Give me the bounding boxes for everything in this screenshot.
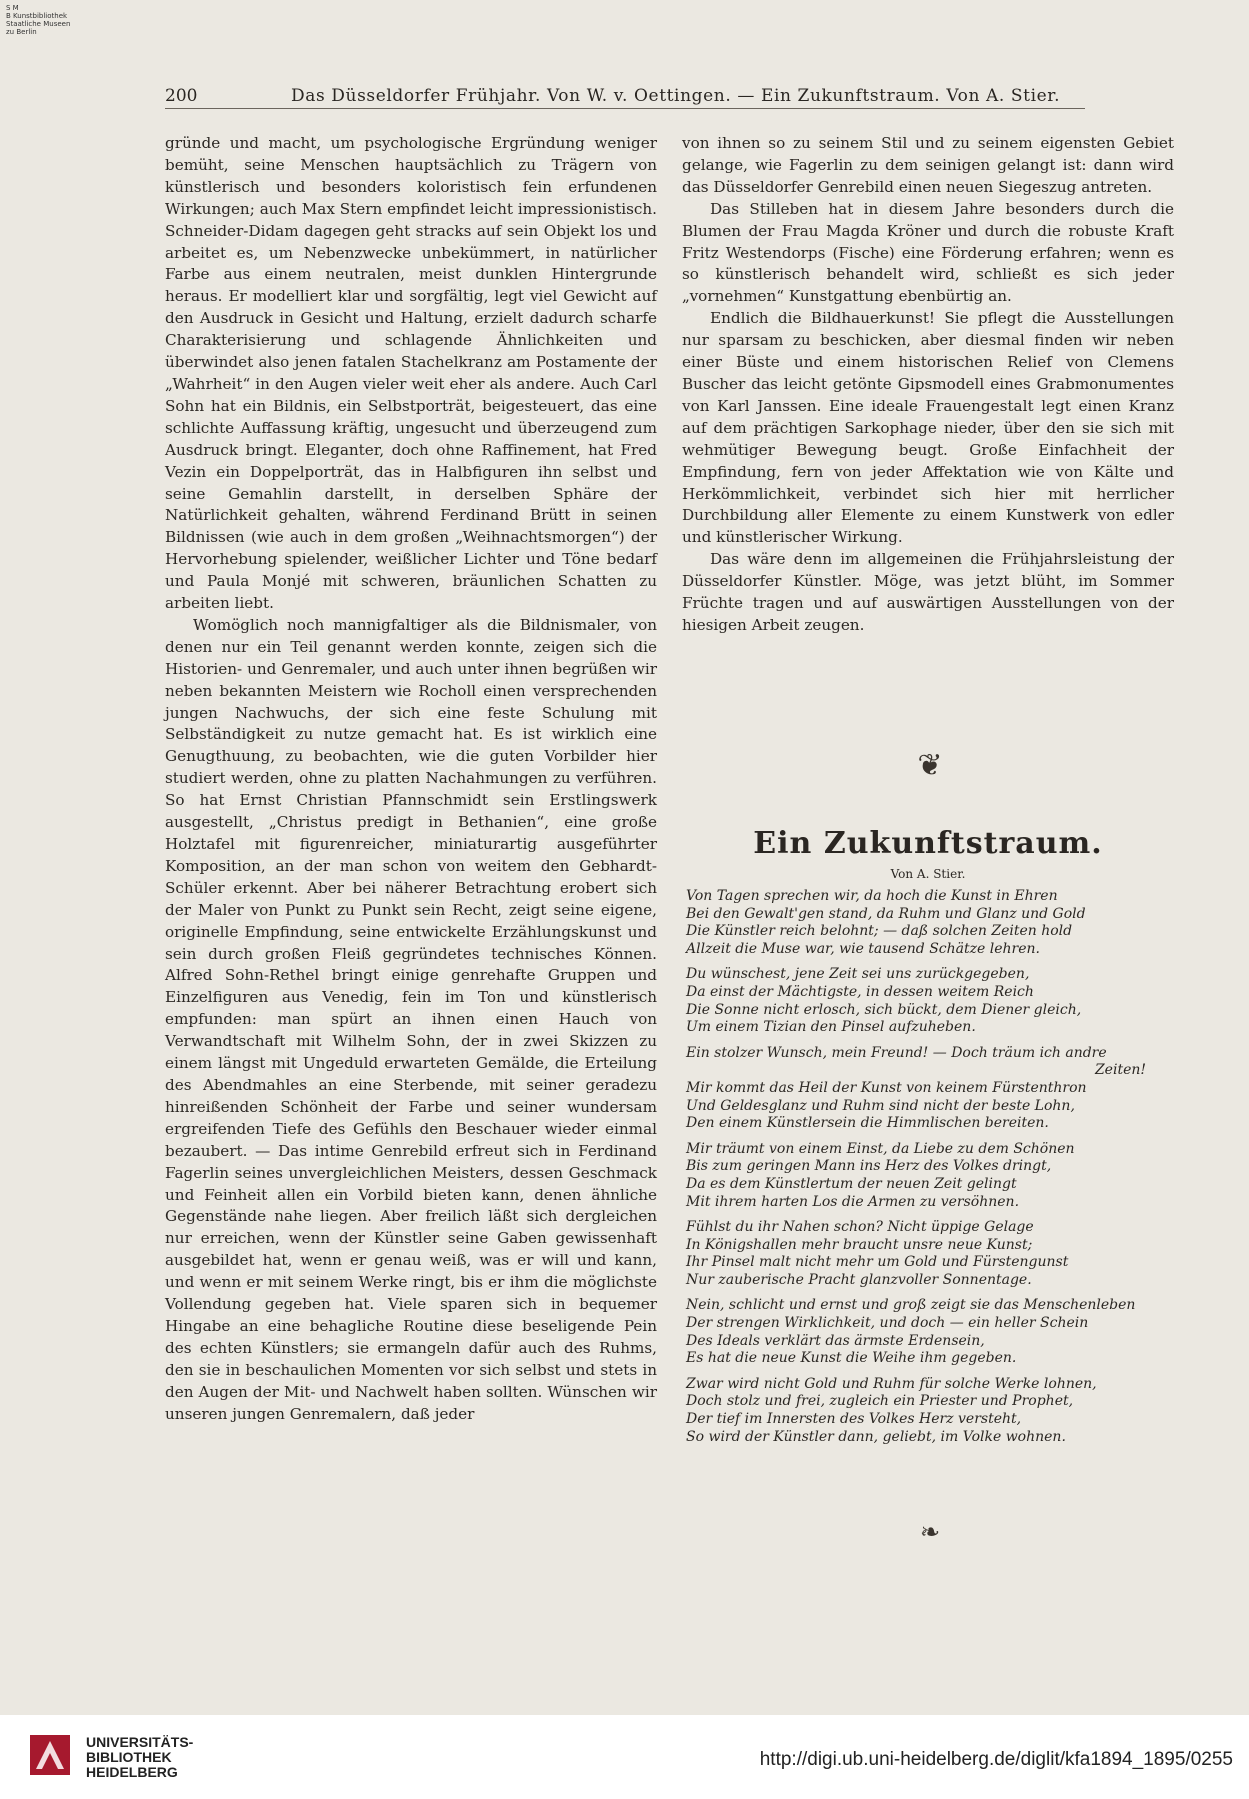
stanza	[686, 888, 1146, 958]
poem	[686, 888, 1146, 1454]
poem-line: Es hat die neue Kunst die Weihe ihm gegeben.	[686, 1350, 1017, 1367]
poem-line: Ein stolzer Wunsch, mein Freund! — Doch träum ich andre	[686, 1044, 1107, 1061]
poem-line: Nur zauberische Pracht glanzvoller Sonnentage.	[686, 1271, 1032, 1288]
paragraph: von ihnen so zu seinem Stil und zu seinem eigensten Gebiet gelange, wie Fagerlin zu dem seinigen gelangt ist: dann wird das Düsseldorfer Genrebild einen neuen Siegeszug antreten.	[682, 134, 1174, 196]
stanza	[686, 1219, 1146, 1289]
floral-ornament-icon: ❦	[917, 748, 943, 783]
poem-line: Die Künstler reich belohnt; — daß solchen Zeiten hold	[686, 923, 1073, 940]
page-number: 200	[165, 86, 198, 106]
poem-line: Bei den Gewalt'gen stand, da Ruhm und Glanz und Gold	[686, 905, 1086, 922]
poem-line: Allzeit die Muse war, wie tausend Schätze lehren.	[686, 940, 1040, 957]
poem-title: Ein Zukunftstraum.	[753, 826, 1103, 861]
poem-line: Der strengen Wirklichkeit, und doch — ein heller Schein	[686, 1315, 1089, 1332]
stanza	[686, 1297, 1146, 1367]
paragraph: gründe und macht, um psychologische Ergründung weniger bemüht, seine Menschen hauptsächlich zu Trägern von künstlerisch und besonders koloristisch fein erfundenen Wirkungen; auch Max Stern empfindet leicht impressionistisch. Schneider-Didam dagegen geht stracks auf sein Objekt los und arbeitet es, um Nebenzwecke unbekümmert, in natürlicher Farbe aus einem neutralen, meist dunklen Hintergrunde heraus. Er modelliert klar und sorgfältig, legt viel Gewicht auf den Ausdruck in Gesicht und Haltung, erzielt dadurch scharfe Charakterisierung und schlagende Ähnlichkeiten und überwindet also jenen fatalen Stachelkranz am Postamente der „Wahrheit“ in den Augen vieler weit eher als andere. Auch Carl Sohn hat ein Bildnis, ein Selbstporträt, beigesteuert, das eine schlichte Auffassung kräftig, ungesucht und überzeugend zum Ausdruck bringt. Eleganter, doch ohne Raffinement, hat Fred Vezin ein Doppelporträt, das in Halbfiguren ihn selbst und seine Gemahlin darstellt, in derselben Sphäre der Natürlichkeit gehalten, während Ferdinand Brütt in seinen Bildnissen (wie auch in dem großen „Weihnachtsmorgen“) der Hervorhebung spielender, weißlicher Lichter und Töne bedarf und Paula Monjé mit schweren, bräunlichen Schatten zu arbeiten liebt.	[165, 134, 657, 613]
poem-line: Bis zum geringen Mann ins Herz des Volkes dringt,	[686, 1158, 1052, 1175]
poem-line: Die Sonne nicht erlosch, sich bückt, dem Diener gleich,	[686, 1001, 1082, 1018]
poem-line: Nein, schlicht und ernst und groß zeigt sie das Menschenleben	[686, 1297, 1136, 1314]
poem-line: Der tief im Innersten des Volkes Herz versteht,	[686, 1411, 1022, 1428]
paragraph: Das wäre denn im allgemeinen die Frühjahrsleistung der Düsseldorfer Künstler. Möge, was jetzt blüht, im Sommer Früchte tragen und auf auswärtigen Ausstellungen von der hiesigen Arbeit zeugen.	[682, 550, 1174, 634]
permalink-url[interactable]: http://digi.ub.uni-heidelberg.de/diglit/kfa1894_1895/0255	[759, 1749, 1233, 1770]
right-column	[682, 133, 1174, 637]
poem-line: Von Tagen sprechen wir, da hoch die Kunst in Ehren	[686, 888, 1058, 904]
paragraph: Endlich die Bildhauerkunst! Sie pflegt die Ausstellungen nur sparsam zu beschicken, aber diesmal finden wir neben einer Büste und einem historischen Relief von Clemens Buscher das leicht getönte Gipsmodell eines Grabmonumentes von Karl Janssen. Eine ideale Frauengestalt legt einen Kranz auf dem prächtigen Sarkophage nieder, über den sie sich mit wehmütiger Bewegung beugt. Große Einfachheit der Empfindung, fern von jeder Affektation wie von Kälte und Herkömmlichkeit, verbindet sich hier mit herrlicher Durchbildung aller Elemente zu einem Kunstwerk von edler und künstlerischer Wirkung.	[682, 309, 1174, 547]
poem-line: Da es dem Künstlertum der neuen Zeit gelingt	[686, 1175, 1017, 1192]
university-seal-icon	[26, 1731, 74, 1779]
library-stamp: S M B Kunstbibliothek Staatliche Museen zu Berlin	[6, 4, 71, 36]
paragraph: Womöglich noch mannigfaltiger als die Bildnismaler, von denen nur ein Teil genannt werden konnte, zeigen sich die Historien- und Genremaler, und auch unter ihnen begrüßen wir neben bekannten Meistern wie Rocholl einen versprechenden jungen Nachwuchs, der sich eine feste Schulung mit Selbständigkeit zu nutze gemacht hat. Es ist wirklich eine Genugthuung, zu beobachten, wie die guten Vorbilder hier studiert werden, ohne zu platten Nachahmungen zu verführen. So hat Ernst Christian Pfannschmidt sein Erstlingswerk ausgestellt, „Christus predigt in Bethanien“, eine große Holztafel mit figurenreicher, miniaturartig ausgeführter Komposition, an der man schon von weitem den Gebhardt-Schüler erkennt. Aber bei näherer Betrachtung erobert sich der Maler von Punkt zu Punkt sein Recht, zeigt seine eigene, originelle Empfindung, seine entwickelte Erzählungskunst und sein durch großen Fleiß gegründetes technisches Können. Alfred Sohn-Rethel bringt einige genrehafte Gruppen und Einzelfiguren aus Venedig, fein im Ton und künstlerisch empfunden: man spürt an ihnen einen Hauch von Verwandtschaft mit Wilhelm Sohn, der in zwei Skizzen zu einem längst mit Ungeduld erwarteten Gemälde, die Erteilung des Abendmahles an eine Sterbende, mit seiner geradezu hinreißenden Schönheit der Farbe und seiner wundersam ergreifenden Tiefe des Gefühls den Beschauer wieder einmal bezaubert. — Das intime Genrebild erfreut sich in Ferdinand Fagerlin seines unvergleichlichen Meisters, dessen Geschmack und Feinheit allen ein Vorbild bieten kann, denen ähnliche Gegenstände nahe liegen. Aber freilich läßt sich dergleichen nur erreichen, wenn der Künstler seine Gaben gewissenhaft ausgebildet hat, wenn er genau weiß, was er will und kann, und wenn er mit seinem Werke ringt, bis er ihm die möglichste Vollendung gegeben hat. Viele sparen sich in bequemer Hingabe an eine behagliche Routine diese beseligende Pein des echten Künstlers; sie ermangeln dafür auch des Ruhms, den sie in beschaulichen Momenten vor sich selbst und stets in den Augen der Mit- und Nachwelt haben sollten. Wünschen wir unseren jungen Genremalern, daß jeder	[165, 615, 657, 1423]
poem-line: Da einst der Mächtigste, in dessen weitem Reich	[686, 983, 1034, 1000]
poem-line: Zwar wird nicht Gold und Ruhm für solche Werke lohnen,	[686, 1375, 1097, 1392]
library-logo-text: UNIVERSITÄTS- BIBLIOTHEK HEIDELBERG	[86, 1734, 194, 1780]
poem-line-continuation: Zeiten!	[1094, 1062, 1146, 1079]
poem-line: Des Ideals verklärt das ärmste Erdensein,	[686, 1332, 985, 1349]
running-title: Das Düsseldorfer Frühjahr. Von W. v. Oettingen. — Ein Zukunftstraum. Von A. Stier.	[291, 86, 1061, 106]
stanza	[686, 1376, 1146, 1446]
left-column	[165, 133, 657, 1425]
poem-line: So wird der Künstler dann, geliebt, im Volke wohnen.	[686, 1428, 1066, 1445]
poem-line: Um einem Tizian den Pinsel aufzuheben.	[686, 1019, 976, 1036]
poem-line: In Königshallen mehr braucht unsre neue Kunst;	[686, 1236, 1033, 1253]
stanza	[686, 1141, 1146, 1211]
poem-line: Mir träumt von einem Einst, da Liebe zu dem Schönen	[686, 1140, 1075, 1157]
poem-line: Fühlst du ihr Nahen schon? Nicht üppige Gelage	[686, 1219, 1034, 1236]
poem-line: Doch stolz und frei, zugleich ein Priester und Prophet,	[686, 1393, 1074, 1410]
footer-bar	[0, 1715, 1249, 1799]
paragraph: Das Stilleben hat in diesem Jahre besonders durch die Blumen der Frau Magda Kröner und durch die robuste Kraft Fritz Westendorps (Fische) eine Förderung erfahren; wenn es so künstlerisch behandelt wird, schließt es sich jeder „vornehmen“ Kunstgattung ebenbürtig an.	[682, 199, 1174, 306]
poem-line: Und Geldesglanz und Ruhm sind nicht der beste Lohn,	[686, 1097, 1075, 1114]
poem-author: Von A. Stier.	[890, 867, 966, 881]
poem-line: Den einem Künstlersein die Himmlischen bereiten.	[686, 1115, 1049, 1132]
stanza	[686, 966, 1146, 1036]
poem-line: Mir kommt das Heil der Kunst von keinem Fürstenthron	[686, 1079, 1087, 1096]
poem-line: Ihr Pinsel malt nicht mehr um Gold und Fürstengunst	[686, 1254, 1069, 1271]
closing-ornament-icon: ❧	[919, 1518, 941, 1546]
poem-line: Mit ihrem harten Los die Armen zu versöhnen.	[686, 1193, 1020, 1210]
header-rule	[165, 108, 1085, 109]
poem-line: Du wünschest, jene Zeit sei uns zurückgegeben,	[686, 966, 1030, 983]
stanza	[686, 1045, 1146, 1133]
